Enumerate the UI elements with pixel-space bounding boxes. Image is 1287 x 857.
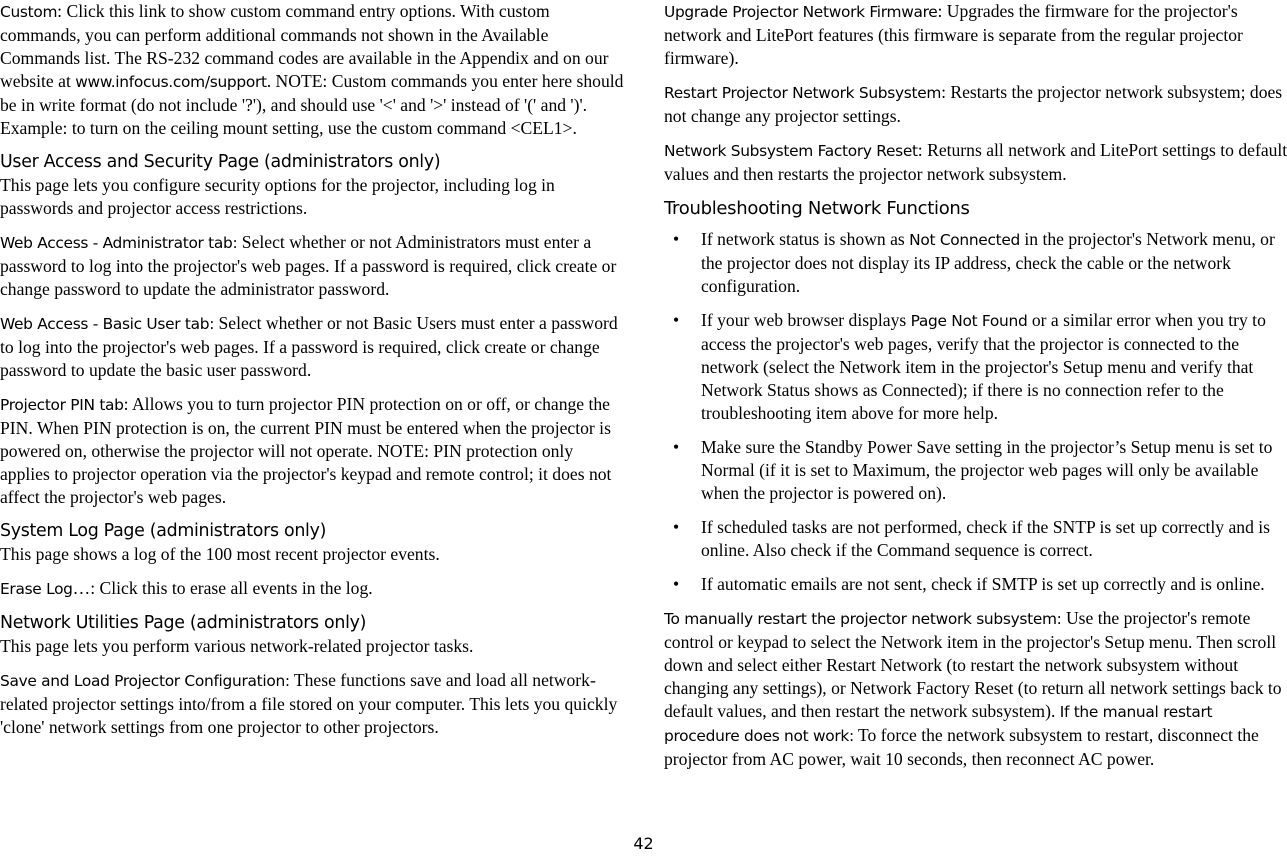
- factory-reset-paragraph: [664, 139, 1287, 186]
- bullet-2-text-a: If your web browser displays: [701, 310, 911, 330]
- bullet-5-text: If automatic emails are not sent, check if SMTP is set up correctly and is online.: [701, 574, 1265, 594]
- system-log-heading: System Log Page (administrators only): [0, 521, 327, 541]
- save-load-paragraph: [0, 669, 626, 739]
- custom-text-a: : Click this link to show custom command entry options. With custom commands, you can perform additional commands not shown in the Available Commands list. The RS-232 command codes are available in the Appendix and on our website at: [0, 1, 609, 91]
- factory-reset-term: Network Subsystem Factory Reset: [664, 142, 918, 160]
- bullet-1-text-b: in the projector's Network menu, or the projector does not display its IP address, check the cable or the network configuration.: [701, 229, 1275, 296]
- pin-tab-term: Projector PIN tab: [0, 396, 124, 414]
- manual-restart-paragraph: [664, 607, 1287, 771]
- left-column: [0, 0, 626, 750]
- support-url-link[interactable]: www.infocus.com/support: [75, 73, 267, 91]
- pin-tab-text: : Allows you to turn projector PIN protection on or off, or change the PIN. When PIN protection is on, the current PIN must be entered when the projector is powered on, otherwise the projector will not operate. NOTE: PIN protection only applies to projector operation via the projector's keypad and remote control; it does not affect the projector's web pages.: [0, 394, 612, 507]
- save-load-text: These functions save and load all network-related projector settings into/from a file stored on your computer. This lets you quickly 'clone' network settings from one projector to other projectors.: [0, 670, 618, 737]
- upgrade-firmware-paragraph: [664, 0, 1287, 70]
- erase-log-term: Erase Log: [0, 580, 73, 598]
- bullet-icon: •: [673, 574, 680, 594]
- upgrade-firmware-term: Upgrade Projector Network Firmware: [664, 3, 938, 21]
- admin-tab-text: Select whether or not Administrators must enter a password to log into the projector's web pages. If a password is required, click create or change password to update the administrator password.: [0, 232, 617, 299]
- bullet-icon: •: [673, 517, 680, 537]
- list-item: [664, 436, 1287, 505]
- right-column: [664, 0, 1287, 782]
- list-item: [664, 573, 1287, 596]
- manual-restart-term: To manually restart the projector network subsystem:: [664, 610, 1062, 628]
- manual-restart-text-a: Use the projector's remote control or keypad to select the Network item in the projector's Setup menu. Then scroll down and select either Restart Network (to restart the network subsystem without changing any settings), or Network Factory Reset (to return all network settings back to default values, and then restart the network subsystem).: [664, 608, 1282, 721]
- network-utilities-intro: This page lets you perform various network-related projector tasks.: [0, 636, 474, 656]
- admin-tab-paragraph: [0, 231, 626, 301]
- basic-user-tab-text: Select whether or not Basic Users must enter a password to log into the projector's web pages. If a password is required, click create or change password to update the basic user password.: [0, 313, 618, 380]
- system-log-intro: This page shows a log of the 100 most recent projector events.: [0, 544, 440, 564]
- user-access-intro: This page lets you configure security options for the projector, including log in passwords and projector access restrictions.: [0, 175, 555, 218]
- troubleshooting-list: [664, 228, 1287, 596]
- page-not-found-term: Page Not Found: [910, 312, 1028, 330]
- restart-subsystem-text: : Restarts the projector network subsystem; does not change any projector settings.: [664, 82, 1283, 126]
- erase-log-text: …: Click this to erase all events in the log.: [72, 578, 373, 598]
- pin-tab-paragraph: [0, 393, 626, 509]
- troubleshooting-heading: Troubleshooting Network Functions: [664, 198, 970, 219]
- bullet-icon: •: [673, 437, 680, 457]
- factory-reset-text: : Returns all network and LitePort settings to default values and then restarts the projector network subsystem.: [664, 140, 1287, 184]
- list-item: [664, 309, 1287, 425]
- basic-user-tab-paragraph: [0, 312, 626, 382]
- restart-subsystem-term: Restart Projector Network Subsystem: [664, 84, 942, 102]
- custom-paragraph: [0, 0, 626, 140]
- save-load-term: Save and Load Projector Configuration:: [0, 672, 290, 690]
- manual-restart-fail-term: If the manual restart procedure does not work:: [664, 703, 1213, 745]
- custom-text-b: . NOTE: Custom commands you enter here should be in write format (do not include '?'), and should use '<' and '>' instead of '(' and ')'. Example: to turn on the ceiling mount setting, use the custom command <CEL1>.: [0, 71, 624, 138]
- custom-term: Custom: [0, 3, 58, 21]
- list-item: [664, 516, 1287, 562]
- restart-subsystem-paragraph: [664, 81, 1287, 128]
- erase-log-paragraph: [0, 577, 626, 601]
- bullet-icon: •: [673, 229, 680, 249]
- list-item: [664, 228, 1287, 298]
- upgrade-firmware-text: : Upgrades the firmware for the projector's network and LitePort features (this firmware is separate from the regular projector firmware).: [664, 1, 1243, 68]
- manual-restart-text-b: To force the network subsystem to restart, disconnect the projector from AC power, wait 10 seconds, then reconnect AC power.: [664, 725, 1259, 769]
- bullet-4-text: If scheduled tasks are not performed, check if the SNTP is set up correctly and is online. Also check if the Command sequence is correct.: [701, 517, 1271, 560]
- not-connected-term: Not Connected: [909, 231, 1021, 249]
- bullet-3-text: Make sure the Standby Power Save setting in the projector’s Setup menu is set to Normal (if it is set to Maximum, the projector web pages will only be available when the projector is powered on).: [701, 437, 1273, 503]
- bullet-2-text-b: or a similar error when you try to access the projector's web pages, verify that the projector is connected to the network (select the Network item in the projector's Setup menu and verify that Network Status shows as Connected); if there is no connection refer to the troubleshooting item above for more help.: [701, 310, 1266, 423]
- admin-tab-term: Web Access - Administrator tab:: [0, 234, 238, 252]
- bullet-1-text-a: If network status is shown as: [701, 229, 910, 249]
- page-number: 42: [633, 834, 654, 853]
- bullet-icon: •: [673, 310, 680, 330]
- basic-user-tab-term: Web Access - Basic User tab:: [0, 315, 215, 333]
- user-access-heading: User Access and Security Page (administrators only): [0, 152, 441, 172]
- network-utilities-heading: Network Utilities Page (administrators only): [0, 613, 367, 633]
